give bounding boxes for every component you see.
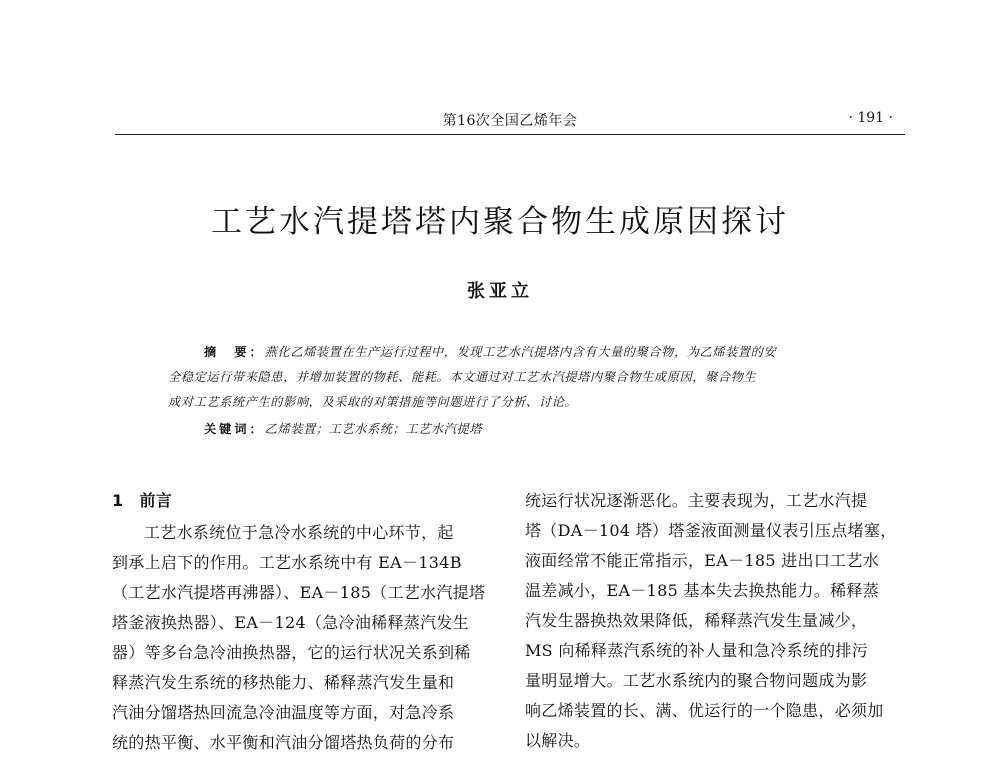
body-line: 汽发生器换热效果降低，稀释蒸汽发生量减少， — [525, 611, 868, 630]
abstract-block — [168, 340, 848, 442]
body-line: 统运行状况逐渐恶化。主要表现为，工艺水汽提 — [525, 491, 868, 510]
right-paragraph — [525, 486, 920, 756]
body-line: 塔釜液换热器）、EA－124（急冷油稀释蒸汽发生 — [112, 613, 469, 632]
body-line: 响乙烯装置的长、满、优运行的一个隐患，必须加 — [525, 701, 884, 720]
body-line: 器）等多台急冷油换热器，它的运行状况关系到稀 — [112, 643, 471, 662]
right-column — [525, 486, 920, 756]
left-paragraph — [112, 518, 497, 758]
keywords-text: 乙烯装置；工艺水系统；工艺水汽提塔 — [264, 422, 483, 436]
body-line: 以解决。 — [525, 731, 591, 750]
left-column — [112, 486, 497, 758]
abstract-label: 摘 要： — [204, 345, 265, 359]
paper-title: 工艺水汽提塔塔内聚合物生成原因探讨 — [211, 204, 789, 240]
section-number: 1 — [112, 491, 124, 510]
body-line: 汽油分馏塔热回流急冷油温度等方面，对急冷系 — [112, 703, 455, 722]
abstract-line-2: 全稳定运行带来隐患，并增加装置的物耗、能耗。本文通过对工艺水汽提塔内聚合物生成原因，聚合物生 — [168, 370, 757, 384]
body-line: MS 向稀释蒸汽系统的补人量和急冷系统的排污 — [525, 641, 869, 660]
body-line: 统的热平衡、水平衡和汽油分馏塔热负荷的分布 — [112, 733, 455, 752]
author-name: 张亚立 — [467, 281, 533, 302]
section-heading — [112, 486, 497, 516]
abstract-line-3: 成对工艺系统产生的影响，及采取的对策措施等问题进行了分析、讨论。 — [168, 395, 578, 409]
body-line: （工艺水汽提塔再沸器）、EA－185（工艺水汽提塔 — [112, 583, 486, 602]
conference-name: 第16次全国乙烯年会 — [442, 113, 578, 129]
abstract-text-1: 燕化乙烯装置在生产运行过程中，发现工艺水汽提塔内含有大量的聚合物，为乙烯装置的安 — [264, 345, 777, 359]
body-line: 工艺水系统位于急冷水系统的中心环节，起 — [144, 523, 454, 542]
body-line: 液面经常不能正常指示，EA－185 进出口工艺水 — [525, 551, 880, 570]
body-line: 释蒸汽发生系统的移热能力、稀释蒸汽发生量和 — [112, 673, 455, 692]
body-line: 塔（DA－104 塔）塔釜液面测量仪表引压点堵塞， — [525, 521, 897, 540]
section-title: 前言 — [139, 491, 173, 510]
keywords-line — [168, 417, 848, 442]
abstract-line-1 — [168, 340, 848, 365]
keywords-label: 关键词： — [204, 422, 265, 436]
running-header — [115, 108, 905, 135]
page-number: · 191 · — [848, 110, 893, 126]
body-line: 量明显增大。工艺水系统内的聚合物问题成为影 — [525, 671, 868, 690]
body-line: 到承上启下的作用。工艺水系统中有 EA－134B — [112, 553, 462, 572]
body-line: 温差减小，EA－185 基本失去换热能力。稀释蒸 — [525, 581, 880, 600]
